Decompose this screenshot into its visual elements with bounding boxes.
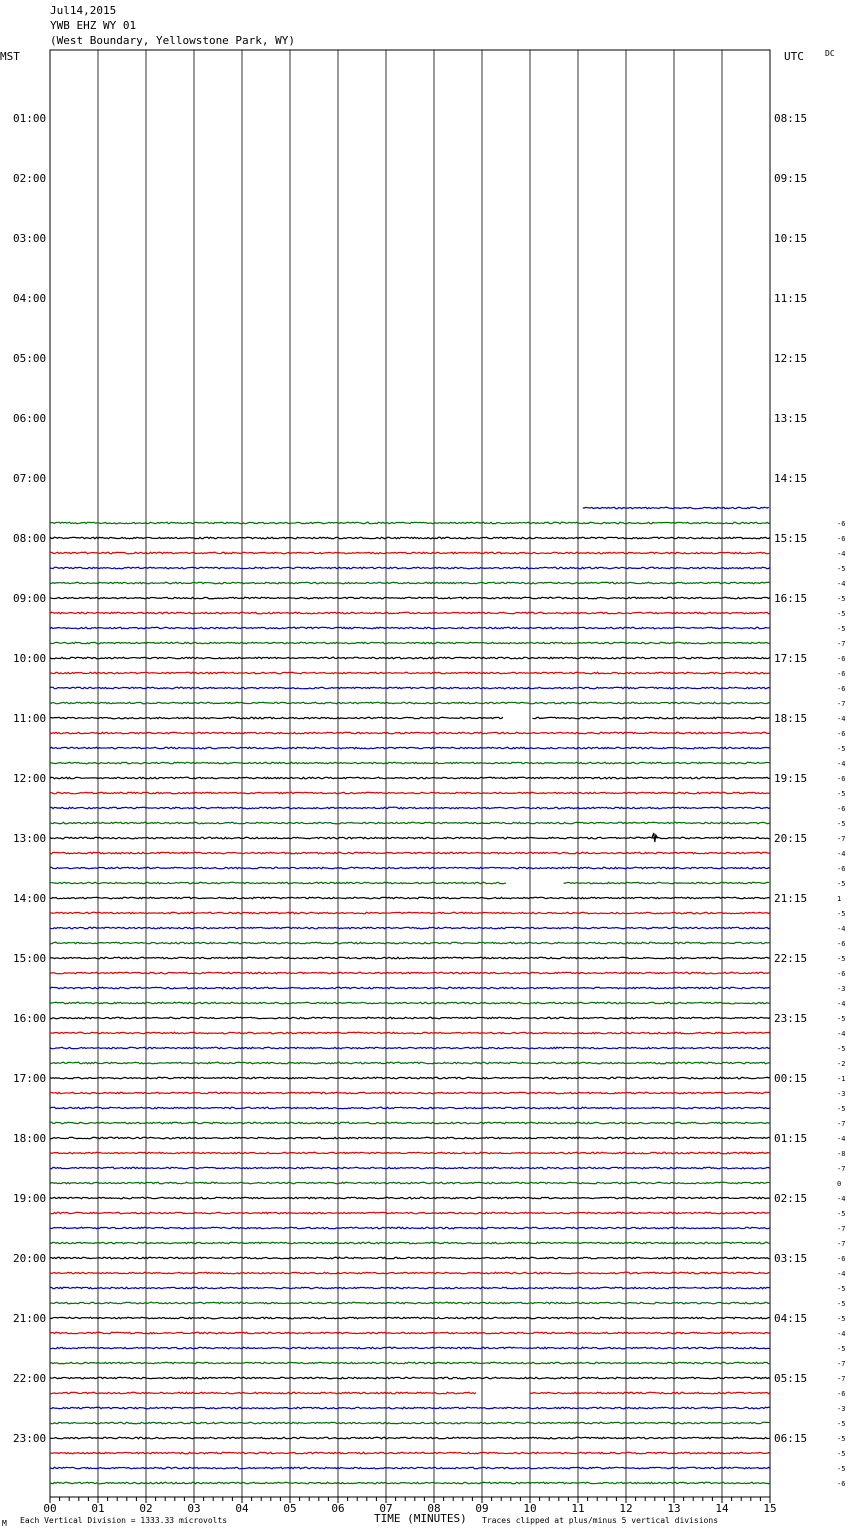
hour-label-local: 11:00 — [13, 712, 47, 725]
trace-15:00 — [50, 957, 770, 959]
trace-offset-label: -5 — [837, 955, 846, 963]
trace-12:45 — [50, 822, 770, 824]
x-tick-label: 11 — [571, 1502, 585, 1515]
trace-offset-label: -5 — [837, 565, 846, 573]
hour-label-local: 18:00 — [13, 1132, 47, 1145]
trace-08:00 — [50, 537, 770, 539]
trace-offset-label: -6 — [837, 970, 846, 978]
trace-offset-label: -1 — [837, 1075, 846, 1083]
trace-13:45 — [50, 882, 506, 884]
trace-offset-label: -6 — [837, 1390, 846, 1398]
trace-10:30 — [50, 687, 770, 689]
x-tick-label: 03 — [187, 1502, 201, 1515]
trace-offset-label: -7 — [837, 1120, 846, 1128]
trace-offset-label: -5 — [837, 1105, 846, 1113]
corner-label: DC — [825, 49, 835, 58]
trace-14:30 — [50, 927, 770, 929]
trace-11:00 — [50, 717, 503, 719]
left-timezone: MST — [0, 50, 20, 63]
trace-offset-label: 1 — [837, 895, 842, 903]
hour-label-utc: 15:15 — [774, 532, 808, 545]
hour-label-local: 12:00 — [13, 772, 47, 785]
hour-label-local: 07:00 — [13, 472, 47, 485]
trace-offset-label: -4 — [837, 1135, 846, 1143]
trace-12:15 — [50, 792, 770, 794]
hour-label-utc: 19:15 — [774, 772, 808, 785]
logo: M — [2, 1519, 7, 1528]
trace-offset-label: -5 — [837, 910, 846, 918]
hour-label-utc: 23:15 — [774, 1012, 808, 1025]
trace-21:45 — [50, 1362, 770, 1364]
hour-label-local: 21:00 — [13, 1312, 47, 1325]
hour-label-utc: 06:15 — [774, 1432, 808, 1445]
trace-09:00 — [50, 597, 770, 599]
hour-label-utc: 13:15 — [774, 412, 808, 425]
hour-label-local: 06:00 — [13, 412, 47, 425]
trace-22:15 — [50, 1392, 476, 1394]
trace-offset-label: -3 — [837, 1090, 846, 1098]
trace-offset-label: -4 — [837, 580, 846, 588]
trace-16:30 — [50, 1047, 770, 1049]
hour-label-local: 01:00 — [13, 112, 47, 125]
x-tick-label: 15 — [763, 1502, 777, 1515]
trace-offset-label: -4 — [837, 550, 846, 558]
x-tick-label: 09 — [475, 1502, 489, 1515]
hour-label-local: 20:00 — [13, 1252, 47, 1265]
trace-offset-label: -5 — [837, 1315, 846, 1323]
trace-offset-label: -6 — [837, 685, 846, 693]
trace-offset-label: 0 — [837, 1180, 842, 1188]
x-tick-label: 13 — [667, 1502, 681, 1515]
trace-20:45 — [50, 1302, 770, 1304]
hour-label-utc: 09:15 — [774, 172, 808, 185]
trace-offset-label: -7 — [837, 835, 846, 843]
trace-09:15 — [50, 612, 770, 614]
hour-label-utc: 22:15 — [774, 952, 808, 965]
trace-16:15 — [50, 1032, 770, 1034]
hour-label-utc: 12:15 — [774, 352, 808, 365]
trace-offset-label: -5 — [837, 1435, 846, 1443]
x-tick-label: 12 — [619, 1502, 633, 1515]
trace-offset-label: -6 — [837, 775, 846, 783]
x-tick-label: 14 — [715, 1502, 729, 1515]
x-tick-label: 02 — [139, 1502, 153, 1515]
trace-16:45 — [50, 1062, 770, 1064]
trace-offset-label: -6 — [837, 670, 846, 678]
trace-offset-label: -4 — [837, 1195, 846, 1203]
trace-offset-label: -6 — [837, 655, 846, 663]
trace-offset-label: -3 — [837, 985, 846, 993]
x-tick-label: 08 — [427, 1502, 441, 1515]
plot-frame — [50, 50, 770, 1497]
x-tick-label: 04 — [235, 1502, 249, 1515]
trace-09:45 — [50, 642, 770, 644]
trace-offset-label: -5 — [837, 1345, 846, 1353]
trace-14:45 — [50, 942, 770, 944]
trace-11:15 — [50, 732, 770, 734]
station-location: (West Boundary, Yellowstone Park, WY) — [50, 34, 296, 47]
hour-label-local: 17:00 — [13, 1072, 47, 1085]
hour-label-utc: 03:15 — [774, 1252, 808, 1265]
hour-label-local: 09:00 — [13, 592, 47, 605]
hour-label-utc: 21:15 — [774, 892, 808, 905]
x-tick-label: 01 — [91, 1502, 105, 1515]
trace-22:15 — [530, 1392, 770, 1394]
trace-offset-label: -5 — [837, 820, 846, 828]
hour-label-utc: 05:15 — [774, 1372, 808, 1385]
trace-18:15 — [50, 1152, 770, 1154]
hour-label-local: 03:00 — [13, 232, 47, 245]
trace-20:15 — [50, 1272, 770, 1274]
trace-19:45 — [50, 1242, 770, 1244]
trace-offset-label: -6 — [837, 730, 846, 738]
trace-17:00 — [50, 1077, 770, 1079]
trace-19:00 — [50, 1197, 770, 1199]
hour-label-utc: 04:15 — [774, 1312, 808, 1325]
trace-15:15 — [50, 972, 770, 974]
x-tick-label: 07 — [379, 1502, 393, 1515]
trace-20:30 — [50, 1287, 770, 1289]
trace-14:00 — [50, 897, 770, 899]
trace-21:15 — [50, 1332, 770, 1334]
trace-21:00 — [50, 1317, 770, 1319]
trace-offset-label: -5 — [837, 1465, 846, 1473]
trace-08:15 — [50, 552, 770, 554]
trace-09:30 — [50, 627, 770, 629]
trace-10:00 — [50, 657, 770, 659]
trace-17:15 — [50, 1092, 770, 1094]
hour-label-utc: 20:15 — [774, 832, 808, 845]
hour-label-local: 15:00 — [13, 952, 47, 965]
trace-19:15 — [50, 1212, 770, 1214]
trace-offset-label: -4 — [837, 1330, 846, 1338]
hour-label-utc: 00:15 — [774, 1072, 808, 1085]
trace-11:00 — [532, 717, 769, 719]
trace-offset-label: -7 — [837, 1240, 846, 1248]
trace-20:00 — [50, 1257, 770, 1259]
trace-11:45 — [50, 762, 770, 764]
x-tick-label: 10 — [523, 1502, 537, 1515]
trace-08:45 — [50, 582, 770, 584]
hour-label-utc: 02:15 — [774, 1192, 808, 1205]
trace-offset-label: -7 — [837, 1165, 846, 1173]
trace-offset-label: -7 — [837, 1225, 846, 1233]
hour-label-local: 05:00 — [13, 352, 47, 365]
hour-label-utc: 08:15 — [774, 112, 808, 125]
hour-label-utc: 01:15 — [774, 1132, 808, 1145]
trace-10:15 — [50, 672, 770, 674]
hour-label-local: 14:00 — [13, 892, 47, 905]
trace-23:15 — [50, 1452, 770, 1454]
trace-18:45 — [50, 1182, 770, 1184]
trace-offset-label: -5 — [837, 610, 846, 618]
trace-offset-label: -5 — [837, 790, 846, 798]
trace-21:30 — [50, 1347, 770, 1349]
hour-label-local: 13:00 — [13, 832, 47, 845]
trace-22:00 — [50, 1377, 770, 1379]
hour-label-local: 08:00 — [13, 532, 47, 545]
trace-offset-label: -6 — [837, 1480, 846, 1488]
trace-11:30 — [50, 747, 770, 749]
right-timezone: UTC — [784, 50, 804, 63]
trace-07:45 — [50, 522, 770, 524]
trace-offset-label: -6 — [837, 535, 846, 543]
trace-offset-label: -4 — [837, 1000, 846, 1008]
trace-17:45 — [50, 1122, 770, 1124]
hour-label-local: 16:00 — [13, 1012, 47, 1025]
trace-offset-label: -5 — [837, 1045, 846, 1053]
trace-offset-label: -4 — [837, 1030, 846, 1038]
plot-date: Jul14,2015 — [50, 4, 117, 17]
hour-label-utc: 14:15 — [774, 472, 808, 485]
hour-label-local: 02:00 — [13, 172, 47, 185]
trace-offset-label: -5 — [837, 880, 846, 888]
hour-label-local: 22:00 — [13, 1372, 47, 1385]
trace-offset-label: -7 — [837, 700, 846, 708]
trace-19:30 — [50, 1227, 770, 1229]
trace-offset-label: -7 — [837, 1360, 846, 1368]
trace-17:30 — [50, 1107, 770, 1109]
trace-offset-label: -4 — [837, 1270, 846, 1278]
x-tick-label: 05 — [283, 1502, 297, 1515]
trace-18:30 — [50, 1167, 770, 1169]
trace-07:30 — [583, 507, 769, 509]
trace-23:30 — [50, 1467, 770, 1469]
trace-15:45 — [50, 1002, 770, 1004]
trace-offset-label: -7 — [837, 640, 846, 648]
trace-13:15 — [50, 852, 770, 854]
trace-offset-label: -7 — [837, 1375, 846, 1383]
trace-offset-label: -4 — [837, 715, 846, 723]
trace-offset-label: -8 — [837, 1150, 846, 1158]
trace-10:45 — [50, 702, 770, 704]
trace-offset-label: -5 — [837, 1285, 846, 1293]
trace-offset-label: -5 — [837, 1450, 846, 1458]
trace-13:30 — [50, 867, 770, 869]
trace-offset-label: -4 — [837, 760, 846, 768]
trace-13:45 — [564, 882, 770, 884]
trace-08:30 — [50, 567, 770, 569]
hour-label-local: 04:00 — [13, 292, 47, 305]
trace-offset-label: -6 — [837, 520, 846, 528]
trace-22:30 — [50, 1407, 770, 1409]
hour-label-utc: 16:15 — [774, 592, 808, 605]
hour-label-utc: 10:15 — [774, 232, 808, 245]
hour-label-local: 23:00 — [13, 1432, 47, 1445]
hour-label-utc: 17:15 — [774, 652, 808, 665]
trace-offset-label: -6 — [837, 1255, 846, 1263]
trace-offset-label: -6 — [837, 940, 846, 948]
trace-offset-label: -5 — [837, 1420, 846, 1428]
trace-offset-label: -5 — [837, 595, 846, 603]
hour-label-utc: 11:15 — [774, 292, 808, 305]
x-axis-label: TIME (MINUTES) — [374, 1512, 467, 1525]
trace-offset-label: -5 — [837, 1300, 846, 1308]
trace-offset-label: -6 — [837, 805, 846, 813]
trace-offset-label: -6 — [837, 865, 846, 873]
trace-offset-label: -5 — [837, 625, 846, 633]
trace-13:00 — [50, 837, 770, 839]
trace-offset-label: -3 — [837, 1405, 846, 1413]
trace-16:00 — [50, 1017, 770, 1019]
trace-offset-label: -2 — [837, 1060, 846, 1068]
trace-12:30 — [50, 807, 770, 809]
scale-note: Each Vertical Division = 1333.33 microvolts — [20, 1516, 228, 1525]
trace-offset-label: -4 — [837, 850, 846, 858]
trace-23:00 — [50, 1437, 770, 1439]
hour-label-utc: 18:15 — [774, 712, 808, 725]
station-code: YWB EHZ WY 01 — [50, 19, 137, 32]
hour-label-local: 10:00 — [13, 652, 47, 665]
trace-12:00 — [50, 777, 770, 779]
trace-offset-label: -5 — [837, 1015, 846, 1023]
trace-23:45 — [50, 1482, 770, 1484]
x-tick-label: 00 — [43, 1502, 57, 1515]
trace-14:15 — [50, 912, 770, 914]
hour-label-local: 19:00 — [13, 1192, 47, 1205]
trace-22:45 — [50, 1422, 770, 1424]
x-tick-label: 06 — [331, 1502, 345, 1515]
clip-note: Traces clipped at plus/minus 5 vertical divisions — [482, 1516, 719, 1525]
trace-offset-label: -4 — [837, 925, 846, 933]
trace-15:30 — [50, 987, 770, 989]
trace-offset-label: -5 — [837, 1210, 846, 1218]
trace-offset-label: -5 — [837, 745, 846, 753]
trace-18:00 — [50, 1137, 770, 1139]
